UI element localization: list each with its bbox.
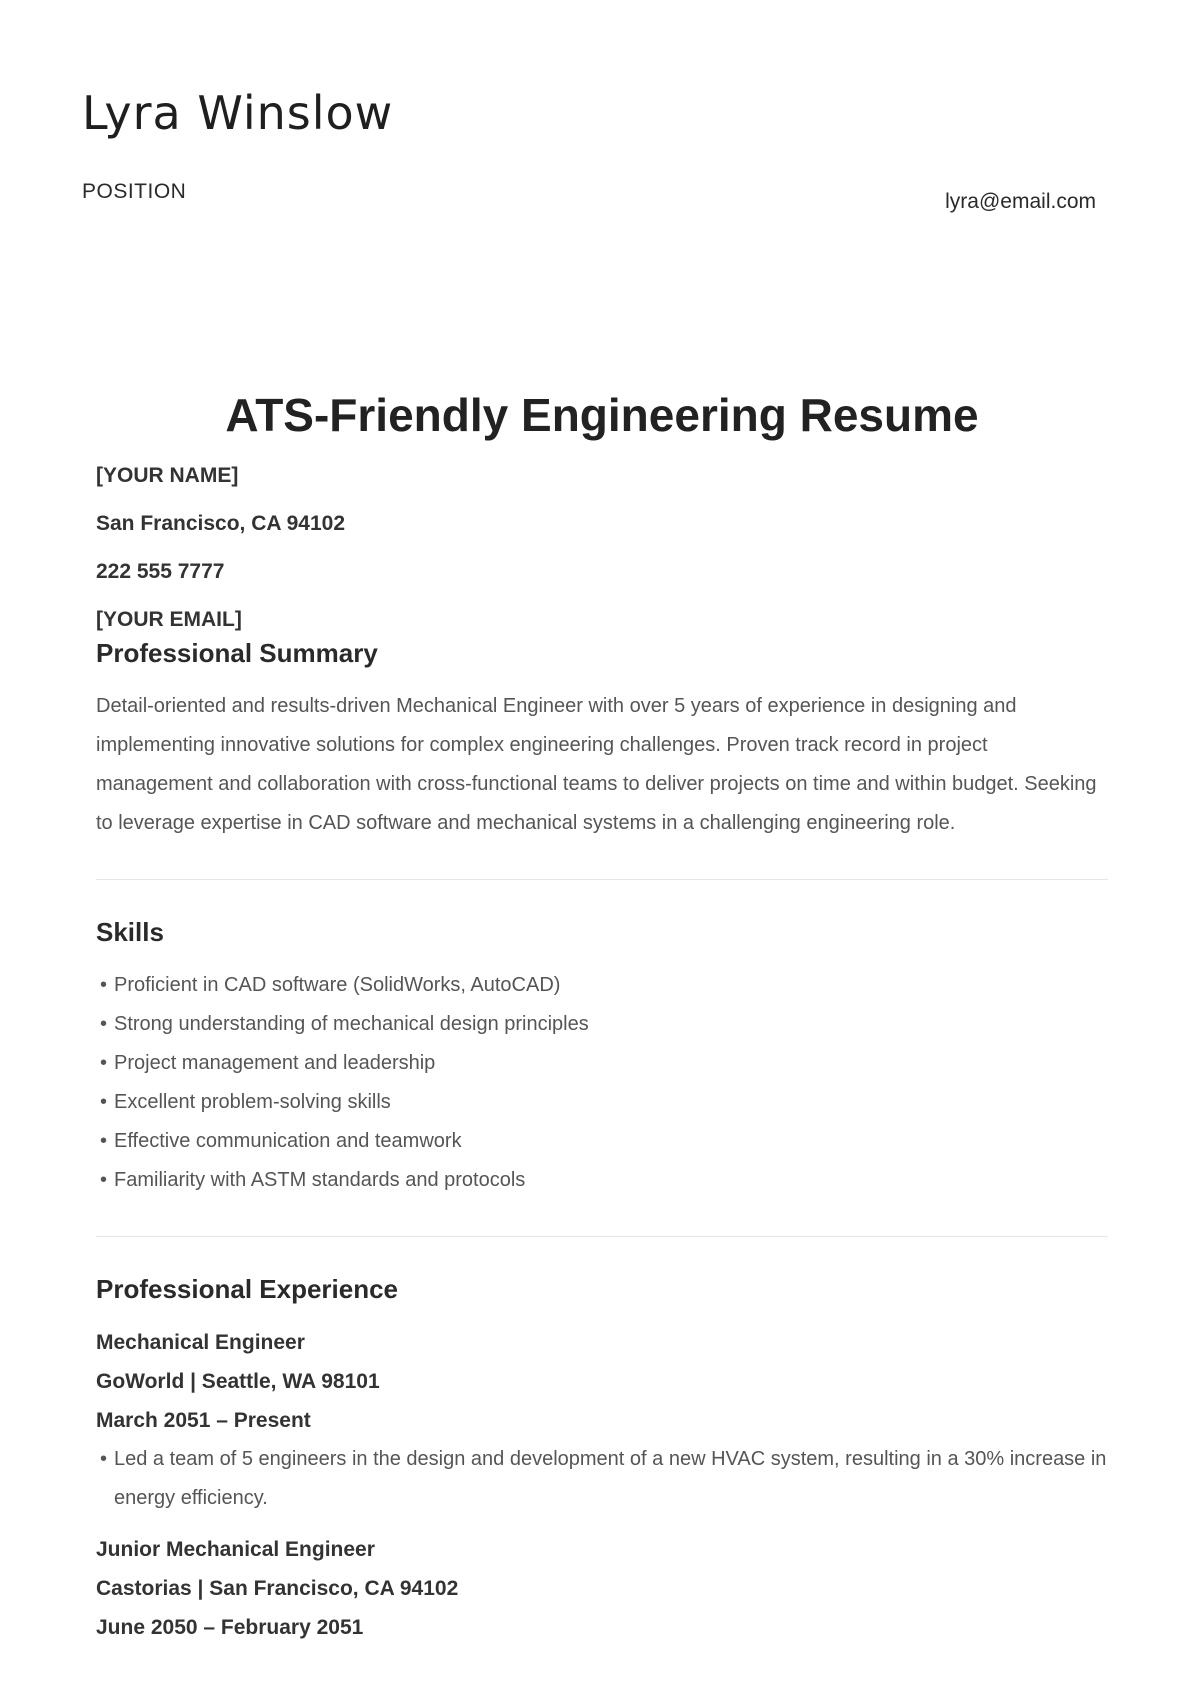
job-bullets (96, 1440, 1108, 1518)
skill-item: • Proficient in CAD software (SolidWorks, AutoCAD) (96, 966, 1108, 1005)
section-divider (96, 879, 1108, 880)
skills-list (96, 966, 1108, 1200)
job-title: Mechanical Engineer (96, 1330, 305, 1354)
header-position: POSITION (82, 180, 187, 203)
job-entry (96, 1323, 1108, 1518)
job-title: Junior Mechanical Engineer (96, 1537, 375, 1561)
header-name: Lyra Winslow (82, 86, 394, 140)
skill-item: • Effective communication and teamwork (96, 1122, 1108, 1161)
resume-body (96, 390, 1108, 1659)
job-company: GoWorld | Seattle, WA 98101 (96, 1369, 380, 1393)
contact-phone: 222 555 7777 (96, 559, 225, 583)
document-title: ATS-Friendly Engineering Resume (225, 389, 979, 441)
skills-section (96, 916, 1108, 1200)
job-company: Castorias | San Francisco, CA 94102 (96, 1576, 459, 1600)
section-divider (96, 1236, 1108, 1237)
summary-text: Detail-oriented and results-driven Mechanical Engineer with over 5 years of experience in designing and implementing innovative solutions for complex engineering challenges. Proven track record in project management and collaboration with cross-functional teams to deliver projects on time and within budget. Seeking to leverage expertise in CAD software and mechanical systems in a challenging engineering role. (96, 694, 1097, 834)
job-bullet: • Led a team of 5 engineers in the design and development of a new HVAC system, resulting in a 30% increase in energy efficiency. (96, 1440, 1108, 1518)
skill-item: • Excellent problem-solving skills (96, 1083, 1108, 1122)
header-email[interactable]: lyra@email.com (945, 190, 1096, 213)
job-entry (96, 1530, 1108, 1647)
job-dates: March 2051 – Present (96, 1408, 311, 1432)
experience-section (96, 1273, 1108, 1647)
contact-address: San Francisco, CA 94102 (96, 511, 346, 535)
summary-heading: Professional Summary (96, 637, 378, 668)
resume-header (0, 0, 1200, 300)
job-dates: June 2050 – February 2051 (96, 1615, 364, 1639)
summary-section (96, 637, 1108, 843)
skills-heading: Skills (96, 916, 164, 947)
contact-name: [YOUR NAME] (96, 463, 239, 487)
skill-item: • Strong understanding of mechanical design principles (96, 1005, 1108, 1044)
skill-item: • Familiarity with ASTM standards and protocols (96, 1161, 1108, 1200)
skill-item: • Project management and leadership (96, 1044, 1108, 1083)
contact-email: [YOUR EMAIL] (96, 607, 242, 631)
experience-heading: Professional Experience (96, 1273, 399, 1304)
